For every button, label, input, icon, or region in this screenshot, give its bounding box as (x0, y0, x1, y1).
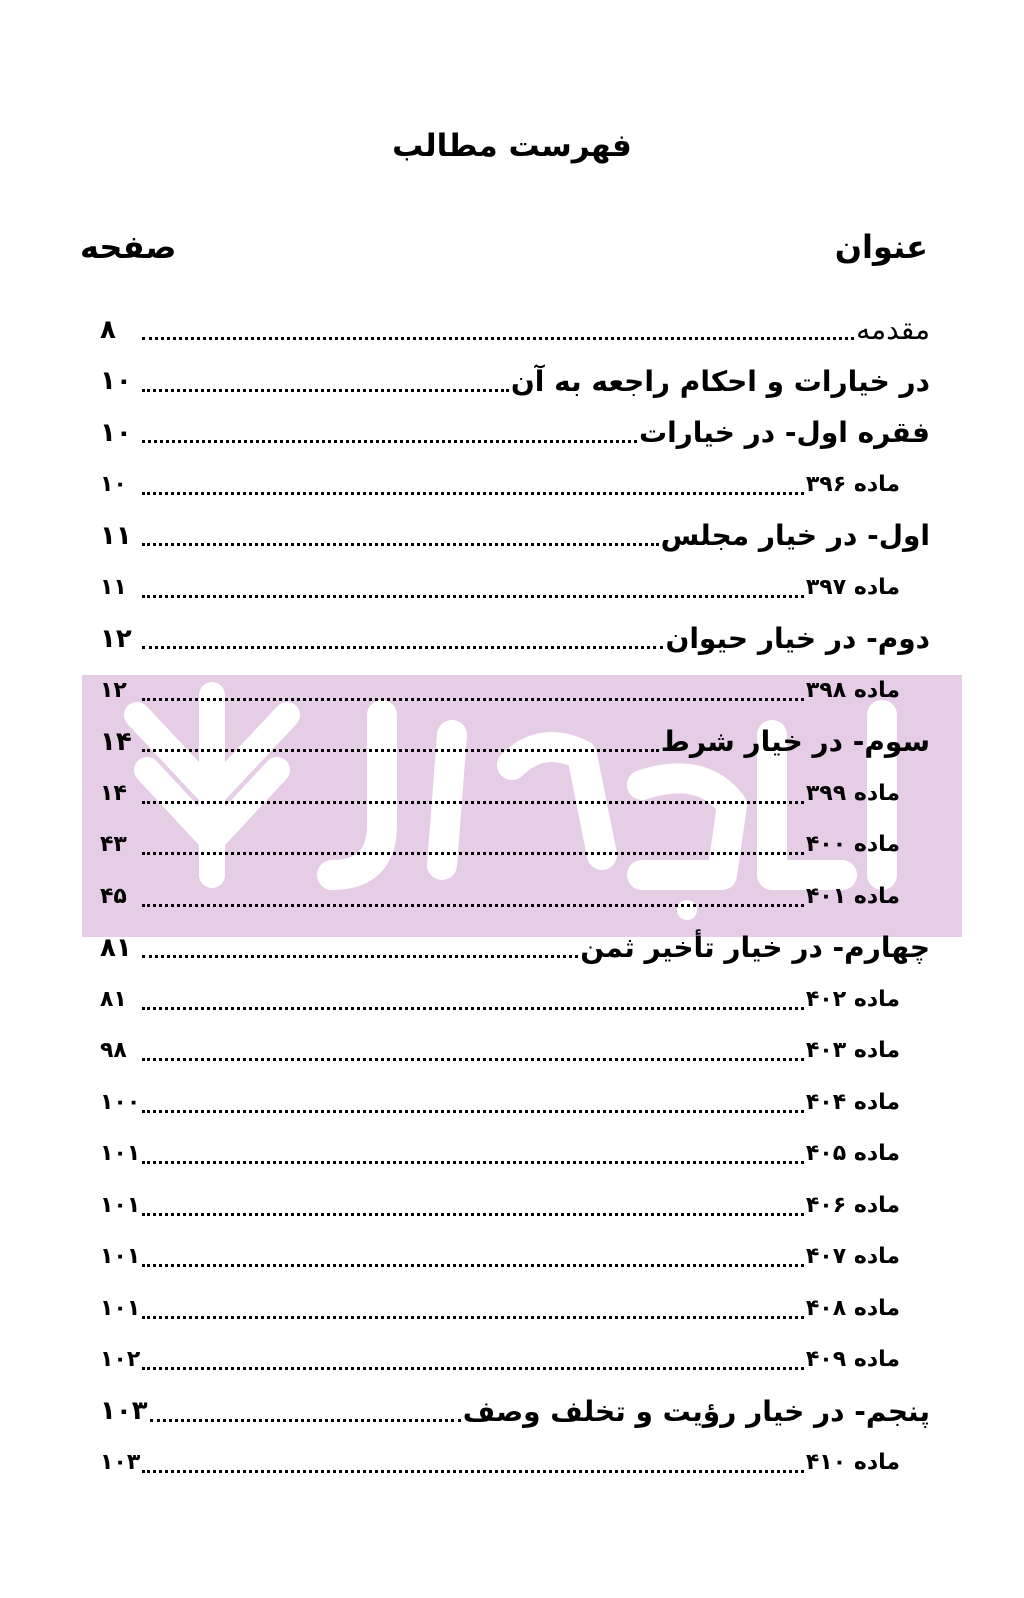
dot-leader (142, 852, 804, 855)
toc-entry-title: ماده ۴۰۲ (805, 986, 900, 1012)
toc-entry-page: ۱۰ (100, 417, 132, 448)
dot-leader (142, 1110, 804, 1113)
toc-entry[interactable] (100, 510, 930, 562)
toc-entry[interactable] (100, 1180, 930, 1232)
toc-entry-page: ۴۳ (100, 832, 127, 858)
toc-entry-page: ۱۰۱ (100, 1244, 141, 1270)
toc-entry-page: ۱۰ (100, 471, 127, 497)
toc-entry[interactable] (100, 716, 930, 768)
toc-entry-page: ۱۱ (100, 574, 127, 600)
toc-entry[interactable] (100, 356, 930, 408)
toc-entry-title: ماده ۴۰۴ (805, 1089, 900, 1115)
dot-leader (142, 595, 804, 598)
toc-entry[interactable] (100, 1025, 930, 1077)
dot-leader (142, 1367, 804, 1370)
toc-entry-title: ماده ۴۰۱ (805, 883, 900, 909)
page-title: فهرست مطالب (392, 128, 632, 164)
title-column-header: عنوان (834, 228, 928, 266)
toc-entry[interactable] (100, 459, 930, 511)
toc-entry[interactable] (100, 1386, 930, 1438)
toc-entry-page: ۱۰۱ (100, 1295, 141, 1321)
toc-entry-title: ماده ۴۰۵ (805, 1141, 900, 1167)
toc-entry-page: ۱۰۱ (100, 1141, 141, 1167)
dot-leader (142, 1316, 804, 1319)
toc-entry-title: ماده ۳۹۷ (805, 574, 900, 600)
toc-entry-page: ۴۵ (100, 883, 127, 909)
toc-entry[interactable] (100, 613, 930, 665)
toc-entry[interactable] (100, 1231, 930, 1283)
dot-leader (142, 1264, 804, 1267)
toc-entry-page: ۱۰۳ (100, 1396, 148, 1427)
toc-entry-page: ۸۱ (100, 932, 132, 963)
dot-leader (142, 1058, 804, 1061)
toc-entry-title: ماده ۳۹۸ (805, 677, 900, 703)
dot-leader (142, 1213, 804, 1216)
toc-entry[interactable] (100, 974, 930, 1026)
toc-entry-title: در خیارات و احکام راجعه به آن (510, 364, 930, 398)
toc-entry-title: سوم- در خیار شرط (660, 725, 930, 759)
dot-leader (142, 492, 804, 495)
toc-entry[interactable] (100, 768, 930, 820)
toc-entry-title: ماده ۳۹۹ (805, 780, 900, 806)
toc-entry-title: فقره اول- در خیارات (638, 416, 930, 450)
toc-entry-title: پنجم- در خیار رؤیت و تخلف وصف (462, 1394, 930, 1428)
toc-entry-page: ۱۰۳ (100, 1450, 141, 1476)
dot-leader (142, 1007, 804, 1010)
dot-leader (142, 801, 804, 804)
dot-leader (142, 646, 663, 649)
toc-entry-title: ماده ۴۰۶ (805, 1192, 900, 1218)
toc-entry-title: مقدمه (856, 313, 930, 347)
toc-entry-title: ماده ۴۰۳ (805, 1038, 900, 1064)
toc-entry[interactable] (100, 665, 930, 717)
toc-entry-title: ماده ۴۰۰ (805, 832, 900, 858)
toc-entry-title: دوم- در خیار حیوان (665, 622, 930, 656)
table-of-contents (100, 304, 930, 1489)
toc-entry-title: اول- در خیار مجلس (660, 519, 930, 553)
toc-entry-title: ماده ۴۰۸ (805, 1295, 900, 1321)
toc-entry-page: ۱۴ (100, 780, 127, 806)
toc-entry[interactable] (100, 407, 930, 459)
toc-entry[interactable] (100, 871, 930, 923)
toc-entry[interactable] (100, 1077, 930, 1129)
toc-entry-page: ۱۰۱ (100, 1192, 141, 1218)
toc-entry-page: ۸ (100, 314, 116, 345)
toc-entry-page: ۱۰ (100, 366, 132, 397)
toc-entry[interactable] (100, 922, 930, 974)
toc-entry-page: ۱۲ (100, 623, 132, 654)
dot-leader (142, 749, 659, 752)
toc-entry-title: ماده ۴۰۷ (805, 1244, 900, 1270)
toc-entry[interactable] (100, 1128, 930, 1180)
page-column-header: صفحه (80, 228, 177, 266)
dot-leader (142, 698, 804, 701)
dot-leader (142, 543, 659, 546)
dot-leader (142, 337, 854, 340)
dot-leader (142, 1161, 804, 1164)
dot-leader (142, 904, 804, 907)
toc-entry-title: چهارم- در خیار تأخیر ثمن (580, 931, 930, 965)
toc-entry[interactable] (100, 1437, 930, 1489)
toc-entry-title: ماده ۴۱۰ (805, 1450, 900, 1476)
dot-leader (142, 389, 509, 392)
toc-entry-title: ماده ۳۹۶ (805, 471, 900, 497)
toc-entry-title: ماده ۴۰۹ (805, 1347, 900, 1373)
toc-entry[interactable] (100, 304, 930, 356)
dot-leader (142, 1470, 804, 1473)
toc-entry[interactable] (100, 1283, 930, 1335)
toc-entry-page: ۱۲ (100, 677, 127, 703)
toc-entry-page: ۱۱ (100, 520, 132, 551)
toc-entry-page: ۱۰۰ (100, 1089, 141, 1115)
toc-entry-page: ۱۴ (100, 726, 132, 757)
dot-leader (142, 440, 637, 443)
toc-entry[interactable] (100, 562, 930, 614)
dot-leader (142, 955, 578, 958)
toc-entry[interactable] (100, 1334, 930, 1386)
toc-entry-page: ۹۸ (100, 1038, 127, 1064)
dot-leader (150, 1419, 461, 1422)
toc-entry[interactable] (100, 819, 930, 871)
toc-entry-page: ۱۰۲ (100, 1347, 141, 1373)
toc-entry-page: ۸۱ (100, 986, 127, 1012)
